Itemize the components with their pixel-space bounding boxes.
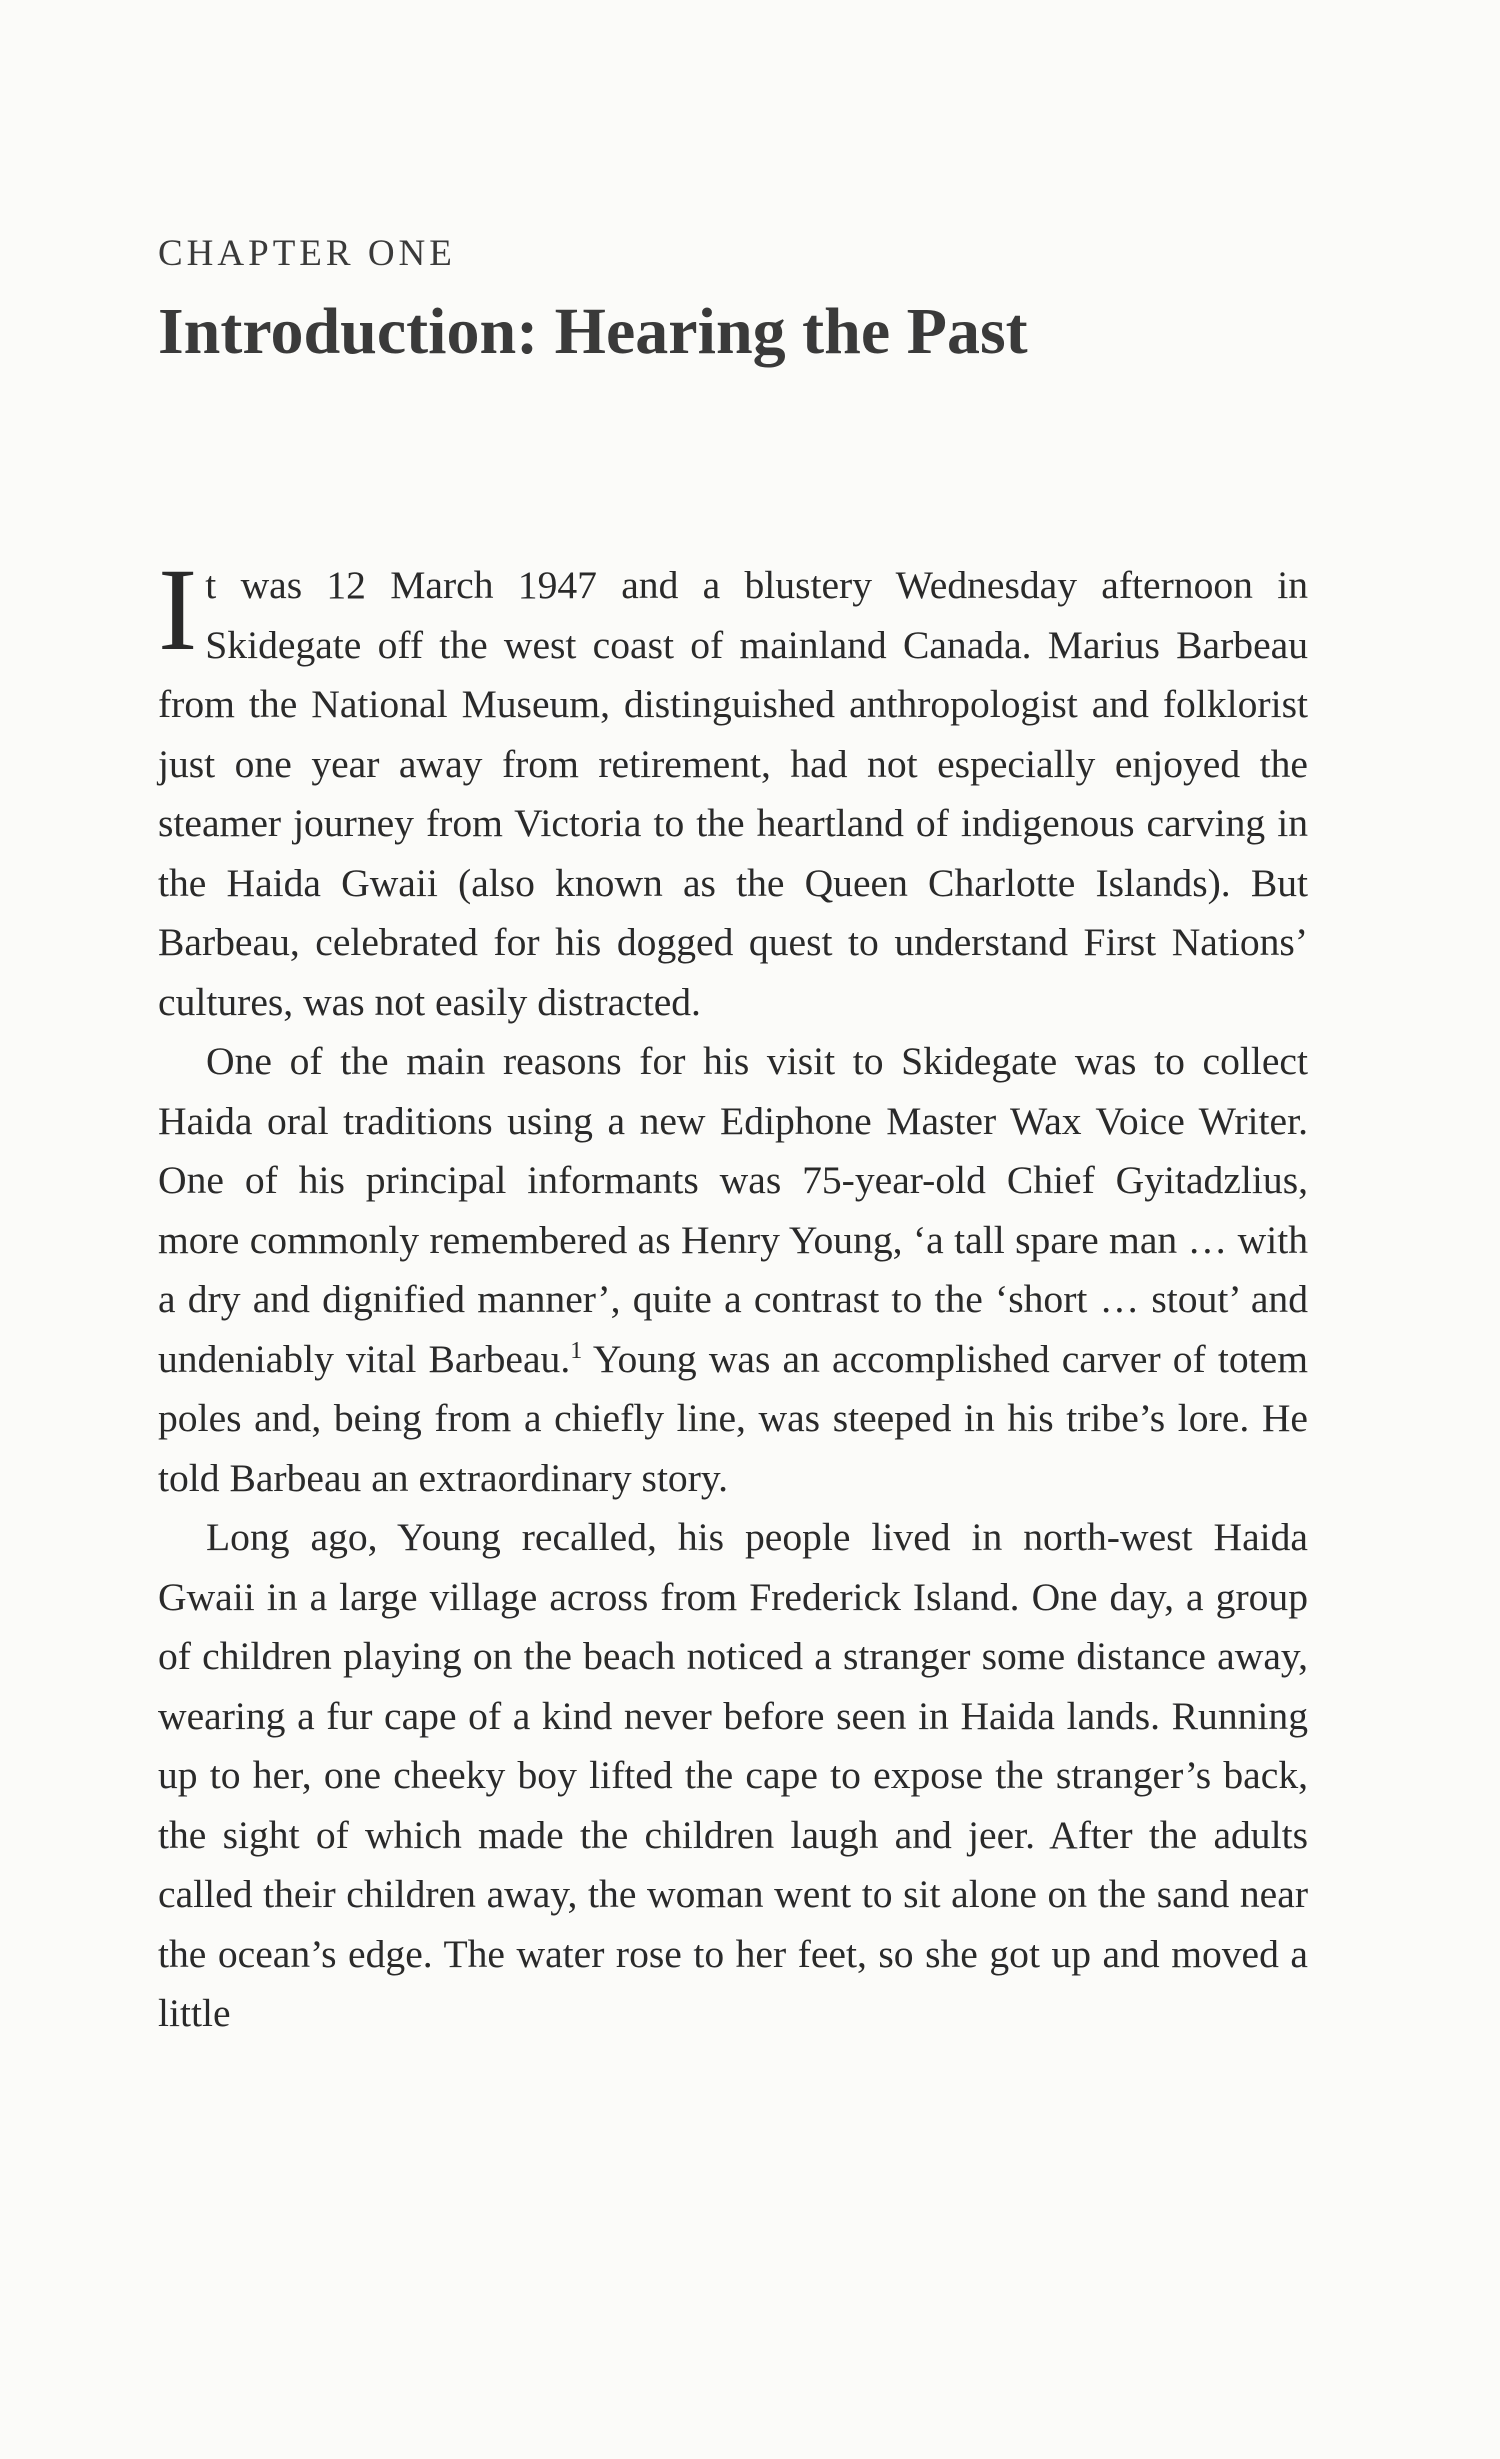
body-text (158, 544, 1309, 2044)
paragraph-3-text: Long ago, Young recalled, his people lived in north-west Haida Gwaii in a large village across from Frederick Island. One day, a group of children playing on the beach noticed a stranger some distance away, wearing a fur cape of a kind never before seen in Haida lands. Running up to her, one cheeky boy lifted the cape to expose the stranger’s back, the sight of which made the children laugh and jeer. After the adults called their children away, the woman went to sit alone on the sand near the ocean’s edge. The water rose to her feet, so she got up and moved a little (158, 1515, 1308, 2035)
paragraph-2-text-b: Young was an accomplished carver of totem poles and, being from a chiefly line, was steeped in his tribe’s lore. He told Barbeau an extraordinary story. (158, 1336, 1309, 1500)
drop-cap: I (158, 544, 198, 675)
paragraph-2 (158, 1032, 1308, 1508)
chapter-label: CHAPTER ONE (158, 233, 456, 274)
paragraph-1 (158, 544, 1308, 1032)
footnote-reference: 1 (570, 1337, 583, 1364)
paragraph-2-text-a: One of the main reasons for his visit to Skidegate was to collect Haida oral traditions using a new Ediphone Master Wax Voice Writer. One of his principal informants was 75-year-old Chief Gyitadzlius, more commonly remembered as Henry Young, ‘a tall spare man … with a dry and dignified manner’, quite a contrast to the ‘short … stout’ and undeniably vital Barbeau. (158, 1039, 1308, 1381)
paragraph-3 (158, 1508, 1308, 2044)
chapter-title: Introduction: Hearing the Past (158, 295, 1028, 368)
paragraph-1-text: t was 12 March 1947 and a blustery Wednesday afternoon in Skidegate off the west coast of mainland Canada. Marius Barbeau from the National Museum, distinguished anthropologist and folklorist just one year away from retirement, had not especially enjoyed the steamer journey from Victoria to the heartland of indigenous carving in the Haida Gwaii (also known as the Queen Charlotte Islands). But Barbeau, celebrated for his dogged quest to understand First Nations’ cultures, was not easily distracted. (158, 563, 1308, 1024)
